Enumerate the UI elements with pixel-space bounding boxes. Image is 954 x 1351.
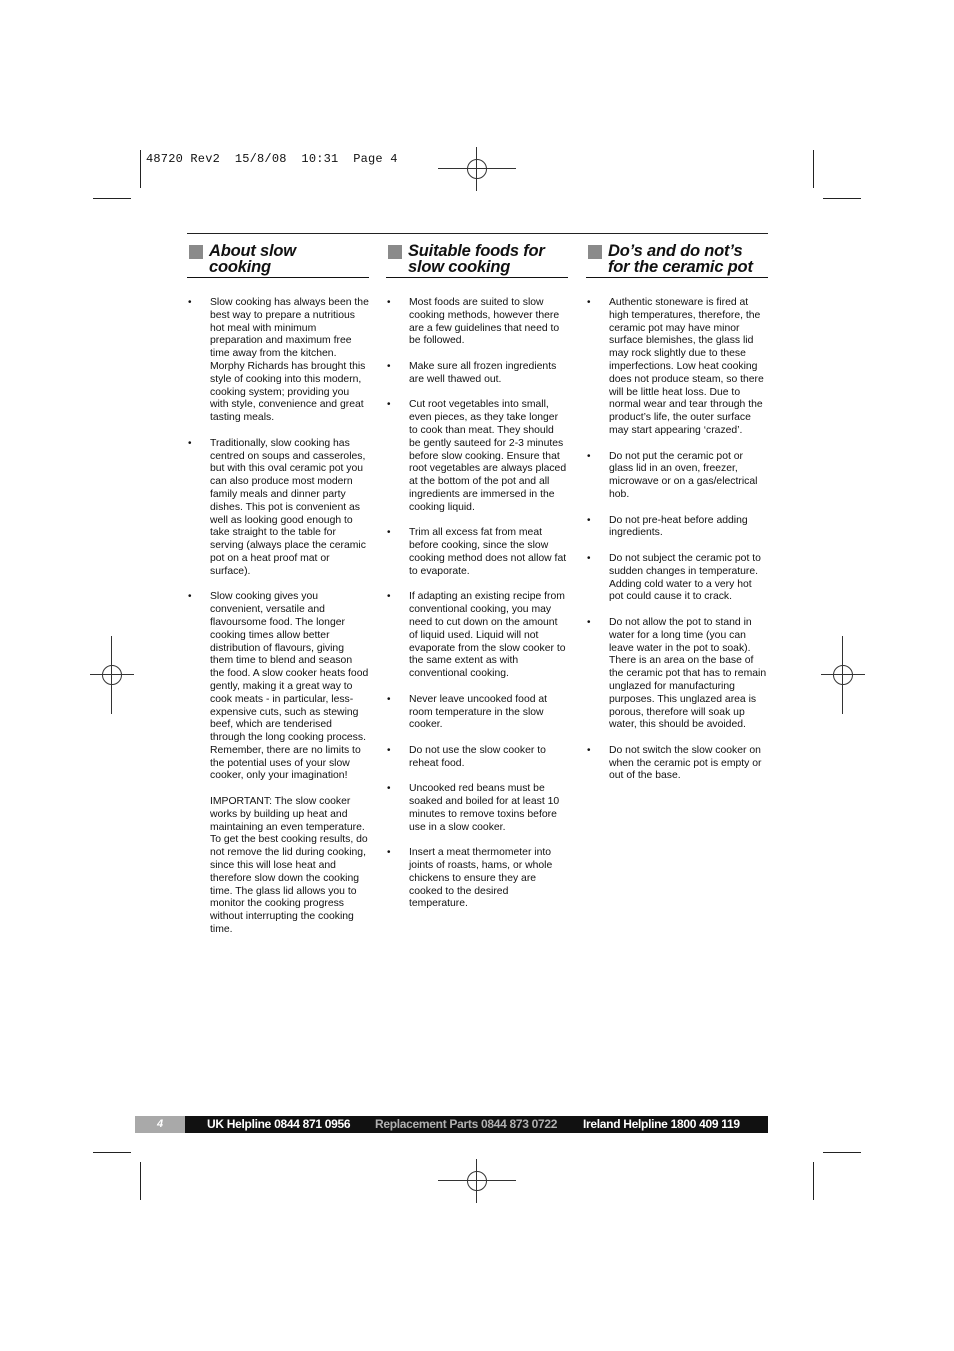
section-heading xyxy=(386,243,568,278)
crop-mark xyxy=(813,150,814,188)
bullet-icon: • xyxy=(387,297,391,308)
list-item xyxy=(386,297,568,348)
list-item-text: Uncooked red beans must be soaked and boiled for at least 10 minutes to remove toxins before use in a slow cooker. xyxy=(409,783,560,833)
ireland-helpline: Ireland Helpline 1800 409 119 xyxy=(583,1117,740,1131)
registration-mark-bottom xyxy=(438,1159,516,1203)
list-item xyxy=(386,399,568,514)
bullet-icon: • xyxy=(387,744,391,756)
bullet-list xyxy=(187,297,369,783)
heading-line-1: Suitable foods for xyxy=(408,242,545,260)
list-item xyxy=(386,847,568,911)
list-item xyxy=(586,451,768,502)
list-item xyxy=(386,694,568,732)
list-item-text: Authentic stoneware is fired at high temperatures, therefore, the ceramic pot may have minor surface blemishes, the glass lid may rock slightly due to these imperfections. Low heat cooking does not produce steam, so there will be little heat loss. Due to normal wear and tear through the product’s life, the outer surface may start appearing ‘crazed’. xyxy=(609,297,764,436)
column-about-slow-cooking xyxy=(187,243,369,937)
bullet-icon: • xyxy=(587,552,591,564)
crop-mark xyxy=(813,1162,814,1200)
heading-line-2: cooking xyxy=(209,258,271,276)
list-item-text: Traditionally, slow cooking has centred on soups and casseroles, but with this oval ceramic pot you can also produce most modern family meals and dinner party dishes. This pot is convenient as well as looking good enough to take straight to the table for serving (always place the ceramic pot on a heat proof mat or surface). xyxy=(210,437,366,577)
list-item-text: Insert a meat thermometer into joints of roasts, hams, or whole chickens to ensure they are cooked to the desired temperature. xyxy=(409,847,553,910)
bullet-icon: • xyxy=(387,527,391,539)
list-item-text: Do not subject the ceramic pot to sudden changes in temperature. Adding cold water to a very hot pot could cause it to crack. xyxy=(609,552,761,603)
crop-mark xyxy=(823,198,861,199)
list-item xyxy=(586,617,768,732)
bullet-icon: • xyxy=(387,591,391,603)
heading-line-2: slow cooking xyxy=(408,258,511,276)
list-item-text: Do not put the ceramic pot or glass lid in an oven, freezer, microwave or on a gas/electrical hob. xyxy=(609,450,758,500)
section-heading xyxy=(586,243,768,278)
bullet-icon: • xyxy=(387,360,391,372)
bullet-list xyxy=(386,297,568,911)
replacement-parts-line: Replacement Parts 0844 873 0722 xyxy=(375,1117,558,1131)
important-note: IMPORTANT: The slow cooker works by building up heat and maintaining an even temperature. To get the best cooking results, do not remove the lid during cooking, since this will lose heat and therefore slow down the cooking time. The glass lid allows you to monitor the cooking progress without interrupting the cooking time. xyxy=(210,796,368,936)
top-rule xyxy=(187,233,768,234)
heading-square-icon xyxy=(388,245,402,259)
list-item-text: Slow cooking gives you convenient, versatile and flavoursome food. The longer cooking times allow better distribution of flavours, giving them time to blend and season the food. A slow cooker heats food gently, making it a great way to cook meats - in particular, less-expensive cuts, such as stewing beef, which are tenderised through the long cooking process. Remember, there are no limits to the potential uses of your slow cooker, only your imagination! xyxy=(210,591,369,782)
list-item xyxy=(586,553,768,604)
column-suitable-foods xyxy=(386,243,568,924)
list-item xyxy=(586,515,768,541)
list-item-text: Never leave uncooked food at room temperature in the slow cooker. xyxy=(409,693,548,731)
list-item-text: Do not allow the pot to stand in water for a long time (you can leave water in the pot to soak). There is an area on the base of the ceramic pot that has to remain unglazed for manufacturing purposes. This unglazed area is porous, therefore will soak up water, this should be avoided. xyxy=(609,616,767,731)
bullet-list xyxy=(586,297,768,783)
bullet-icon: • xyxy=(587,514,591,526)
list-item-text: If adapting an existing recipe from conventional cooking, you may need to cut down on the amount of liquid used. Liquid will not evaporate from the slow cooker to the same extent as with conventional cooking. xyxy=(409,591,566,680)
section-heading xyxy=(187,243,369,278)
crop-mark xyxy=(140,1162,141,1200)
crop-mark xyxy=(93,198,131,199)
bullet-icon: • xyxy=(387,847,391,859)
crop-mark xyxy=(823,1152,861,1153)
bullet-icon: • xyxy=(188,591,192,603)
heading-line-1: Do’s and do not’s xyxy=(608,242,743,260)
list-item xyxy=(386,591,568,681)
list-item xyxy=(187,591,369,783)
crop-mark xyxy=(93,1152,131,1153)
bullet-icon: • xyxy=(387,693,391,705)
heading-line-1: About slow xyxy=(209,242,296,260)
bullet-icon: • xyxy=(587,297,591,308)
crop-mark xyxy=(140,150,141,188)
helpline-bar xyxy=(135,1116,768,1133)
heading-square-icon xyxy=(588,245,602,259)
bullet-icon: • xyxy=(587,744,591,756)
bullet-icon: • xyxy=(188,437,192,449)
bullet-icon: • xyxy=(587,616,591,628)
registration-mark-left xyxy=(90,636,134,714)
list-item-text: Most foods are suited to slow cooking methods, however there are a few guidelines that need to be followed. xyxy=(409,297,560,347)
list-item-text: Do not switch the slow cooker on when the ceramic pot is empty or out of the base. xyxy=(609,744,762,782)
list-item xyxy=(187,297,369,425)
page-number: 4 xyxy=(135,1116,185,1133)
bullet-icon: • xyxy=(587,450,591,462)
list-item-text: Do not pre-heat before adding ingredients. xyxy=(609,514,748,539)
list-item-text: Cut root vegetables into small, even pieces, as they take longer to cook than meat. They should be gently sauteed for 2-3 minutes before slow cooking. Ensure that root vegetables are always placed at the bottom of the pot and all ingredients are immersed in the cooking liquid. xyxy=(409,399,567,513)
uk-helpline: UK Helpline 0844 871 0956 xyxy=(207,1117,351,1131)
list-item xyxy=(386,361,568,387)
registration-mark-top xyxy=(438,147,516,191)
list-item-text: Make sure all frozen ingredients are well thawed out. xyxy=(409,360,557,385)
print-slug: 48720 Rev2 15/8/08 10:31 Page 4 xyxy=(146,152,398,166)
registration-mark-right xyxy=(821,636,865,714)
list-item xyxy=(586,745,768,783)
list-item xyxy=(187,438,369,579)
bullet-icon: • xyxy=(188,297,192,308)
list-item-text: Do not use the slow cooker to reheat food. xyxy=(409,744,546,769)
list-item-text: Slow cooking has always been the best way to prepare a nutritious hot meal with minimum preparation and maximum free time away from the kitchen. Morphy Richards has brought this style of cooking into this modern, cooking system; providing you with style, convenience and great tasting meals. xyxy=(210,297,369,424)
bullet-icon: • xyxy=(387,783,391,795)
list-item xyxy=(386,527,568,578)
list-item xyxy=(586,297,768,438)
column-dos-and-donts xyxy=(586,243,768,796)
bullet-icon: • xyxy=(387,399,391,411)
list-item-text: Trim all excess fat from meat before cooking, since the slow cooking method does not allow fat to evaporate. xyxy=(409,527,567,577)
heading-line-2: for the ceramic pot xyxy=(608,258,753,276)
list-item xyxy=(386,783,568,834)
heading-square-icon xyxy=(189,245,203,259)
list-item xyxy=(386,745,568,771)
